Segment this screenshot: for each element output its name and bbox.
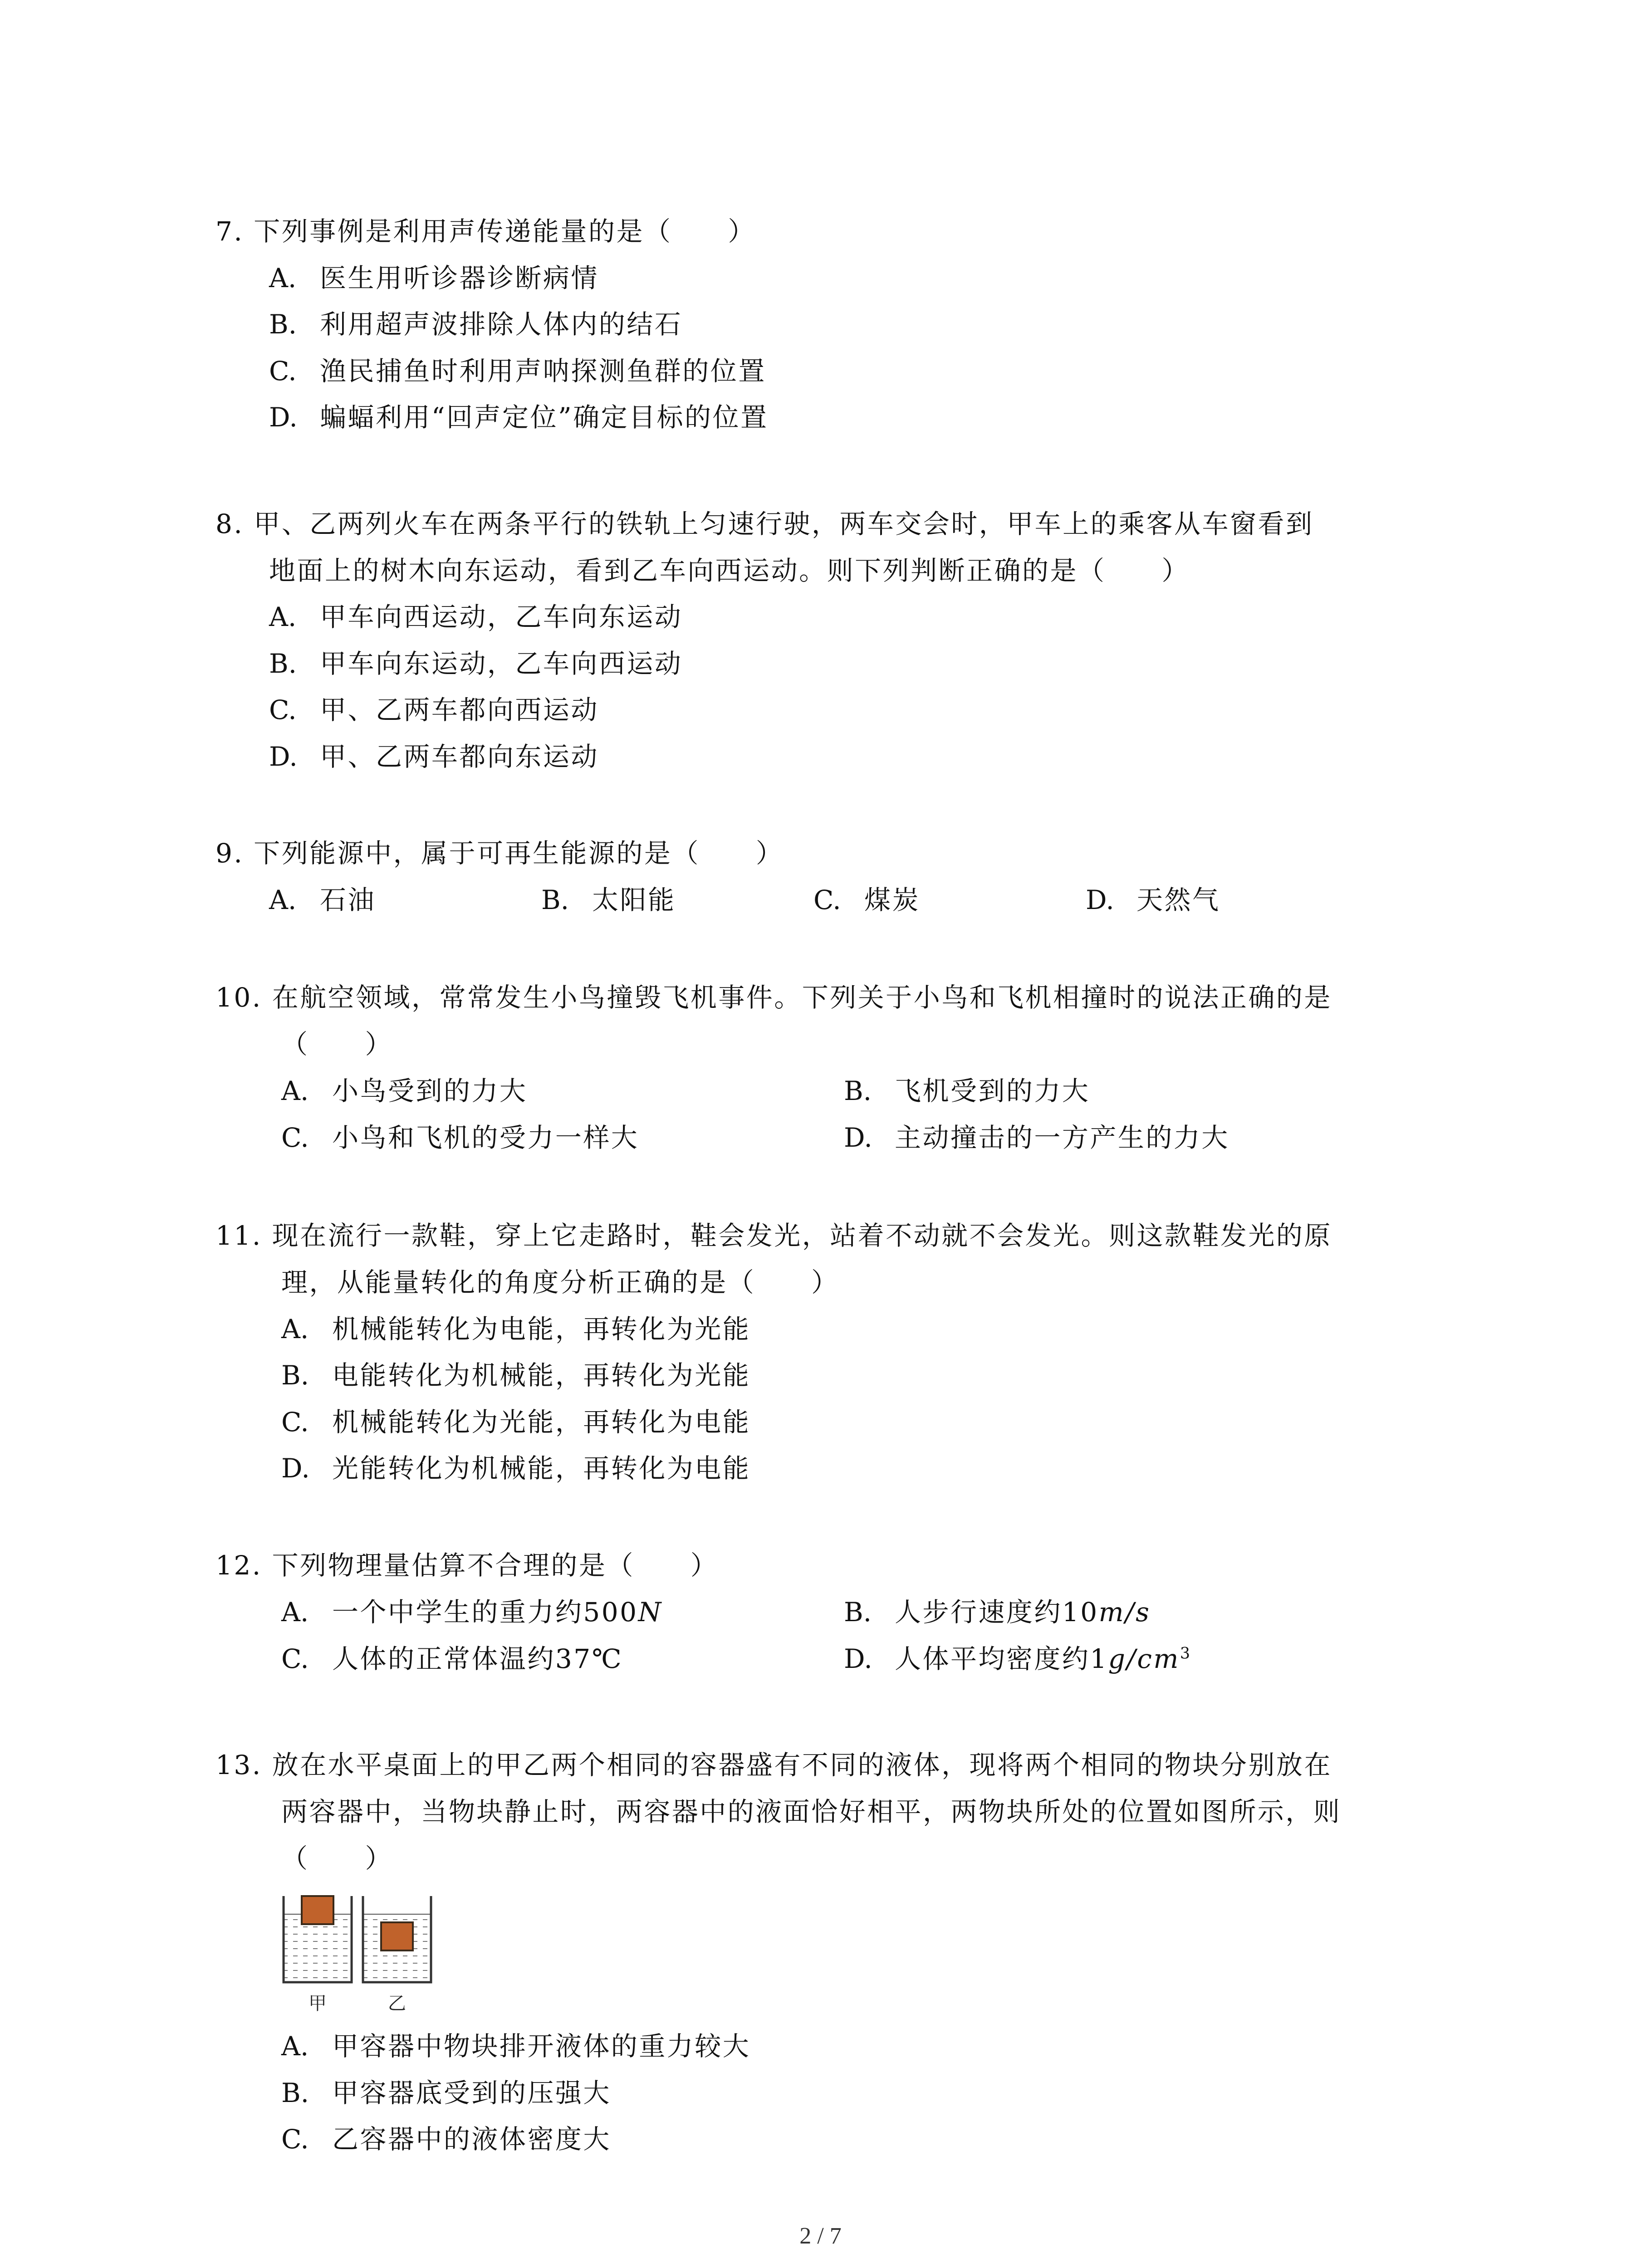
option-text: 天然气	[1136, 885, 1220, 915]
question-12-option-b	[844, 1596, 1151, 1628]
question-11-option-d	[281, 1452, 750, 1485]
question-13-stem-line-2: 两容器中，当物块静止时，两容器中的液面恰好相平，两物块所处的位置如图所示，则	[281, 1796, 1342, 1827]
question-10-option-a	[281, 1075, 527, 1107]
option-text: 小鸟和飞机的受力一样大	[332, 1122, 639, 1153]
question-7-option-b	[269, 308, 682, 341]
option-unit: g/cm	[1108, 1643, 1180, 1674]
question-10-stem-line-2: （ ）	[281, 1029, 393, 1060]
question-8-option-b	[269, 647, 682, 680]
question-12-option-d	[844, 1642, 1191, 1675]
option-letter: D.	[269, 741, 298, 772]
option-text: 人步行速度约10	[895, 1597, 1099, 1628]
question-11-option-a	[281, 1313, 750, 1345]
container-yi	[363, 1896, 431, 1982]
option-letter: C.	[269, 356, 297, 386]
option-text: 电能转化为机械能，再转化为光能	[332, 1360, 751, 1391]
figure-label-jia: 甲	[309, 1993, 327, 2014]
question-7-option-d	[269, 401, 768, 434]
question-10-option-b	[844, 1075, 1090, 1107]
option-letter: A.	[281, 1597, 309, 1628]
question-12-option-a	[281, 1596, 663, 1628]
option-letter: D.	[844, 1122, 872, 1153]
option-text: 甲容器中物块排开液体的重力较大	[332, 2031, 751, 2062]
question-10-option-c	[281, 1121, 639, 1154]
containers-figure	[272, 1887, 463, 2019]
option-text: 利用超声波排除人体内的结石	[320, 309, 683, 340]
question-7-option-c	[269, 355, 766, 387]
question-11-option-b	[281, 1359, 750, 1392]
option-letter: A.	[281, 1075, 309, 1106]
question-8-option-c	[269, 694, 599, 726]
option-letter: D.	[269, 402, 298, 433]
question-8-option-a	[269, 601, 682, 633]
containers-svg	[272, 1887, 463, 2019]
option-text: 飞机受到的力大	[895, 1075, 1090, 1106]
option-text: 主动撞击的一方产生的力大	[895, 1122, 1230, 1153]
option-text: 一个中学生的重力约500	[332, 1597, 638, 1628]
option-unit: N	[638, 1597, 663, 1628]
figure-label-yi: 乙	[388, 1993, 406, 2014]
option-letter: C.	[281, 1122, 309, 1153]
question-9-option-b	[541, 884, 676, 916]
container-jia	[284, 1896, 352, 1982]
option-text: 人体的正常体温约37℃	[332, 1643, 623, 1674]
option-letter: D.	[1086, 885, 1114, 915]
question-9-option-a	[269, 884, 376, 916]
page-number: 2 / 7	[799, 2223, 842, 2249]
question-13-stem-line-1: 13. 放在水平桌面上的甲乙两个相同的容器盛有不同的液体，现将两个相同的物块分别放在	[216, 1750, 1332, 1780]
option-letter: A.	[281, 2031, 309, 2062]
question-13-option-a	[281, 2030, 750, 2063]
question-11-stem-line-1: 11. 现在流行一款鞋，穿上它走路时，鞋会发光，站着不动就不会发光。则这款鞋发光的原	[216, 1220, 1332, 1251]
question-8-stem-line-1: 8. 甲、乙两列火车在两条平行的铁轨上匀速行驶，两车交会时，甲车上的乘客从车窗看到	[216, 508, 1314, 539]
option-letter: B.	[541, 885, 569, 915]
option-letter: C.	[813, 885, 841, 915]
option-letter: A.	[269, 263, 297, 293]
option-text: 光能转化为机械能，再转化为电能	[332, 1453, 751, 1484]
option-text: 甲车向西运动，乙车向东运动	[320, 601, 683, 632]
question-10-stem-line-1: 10. 在航空领域，常常发生小鸟撞毁飞机事件。下列关于小鸟和飞机相撞时的说法正确的是	[216, 982, 1332, 1013]
option-letter: B.	[269, 648, 297, 679]
option-letter: A.	[281, 1314, 309, 1344]
option-letter: B.	[281, 1360, 309, 1391]
option-unit: m/s	[1098, 1597, 1151, 1628]
option-text: 乙容器中的液体密度大	[332, 2124, 611, 2155]
option-letter: C.	[281, 1643, 309, 1674]
option-letter: B.	[269, 309, 297, 340]
question-13-option-b	[281, 2077, 611, 2109]
question-7-stem: 7. 下列事例是利用声传递能量的是（ ）	[216, 216, 756, 247]
option-text: 渔民捕鱼时利用声呐探测鱼群的位置	[320, 356, 766, 386]
option-letter: B.	[844, 1075, 872, 1106]
question-9-option-c	[813, 884, 920, 916]
question-8-option-d	[269, 740, 599, 773]
option-letter: A.	[269, 885, 297, 915]
question-12-stem: 12. 下列物理量估算不合理的是（ ）	[216, 1550, 719, 1581]
option-text: 机械能转化为光能，再转化为电能	[332, 1407, 751, 1437]
option-text: 太阳能	[592, 885, 676, 915]
question-10-option-d	[844, 1121, 1230, 1154]
option-letter: D.	[281, 1453, 310, 1484]
option-text: 机械能转化为电能，再转化为光能	[332, 1314, 751, 1344]
option-letter: A.	[269, 601, 297, 632]
question-13-option-c	[281, 2123, 611, 2156]
question-12-option-c	[281, 1642, 623, 1675]
question-8-stem-line-2: 地面上的树木向东运动，看到乙车向西运动。则下列判断正确的是（ ）	[269, 555, 1190, 586]
option-letter: C.	[269, 694, 297, 725]
option-text: 甲车向东运动，乙车向西运动	[320, 648, 683, 679]
option-text: 煤炭	[864, 885, 920, 915]
option-text: 甲、乙两车都向西运动	[320, 694, 599, 725]
option-text: 蝙蝠利用“回声定位”确定目标的位置	[320, 402, 769, 433]
option-letter: B.	[281, 2077, 309, 2108]
option-text: 甲、乙两车都向东运动	[320, 741, 599, 772]
option-text: 甲容器底受到的压强大	[332, 2077, 611, 2108]
question-11-stem-line-2: 理，从能量转化的角度分析正确的是（ ）	[281, 1267, 839, 1298]
block-yi	[381, 1922, 413, 1950]
option-letter: D.	[844, 1643, 872, 1674]
question-9-stem: 9. 下列能源中，属于可再生能源的是（ ）	[216, 838, 784, 869]
block-jia	[302, 1896, 333, 1924]
question-13-stem-line-3: （ ）	[281, 1843, 393, 1874]
option-text: 人体平均密度约1	[895, 1643, 1108, 1674]
option-letter: C.	[281, 2124, 309, 2155]
option-superscript: 3	[1180, 1644, 1192, 1663]
question-9-option-d	[1086, 884, 1220, 916]
option-letter: C.	[281, 1407, 309, 1437]
question-7-option-a	[269, 262, 599, 294]
question-11-option-c	[281, 1406, 750, 1438]
option-text: 石油	[320, 885, 376, 915]
option-text: 小鸟受到的力大	[332, 1075, 528, 1106]
option-text: 医生用听诊器诊断病情	[320, 263, 599, 293]
option-letter: B.	[844, 1597, 872, 1628]
